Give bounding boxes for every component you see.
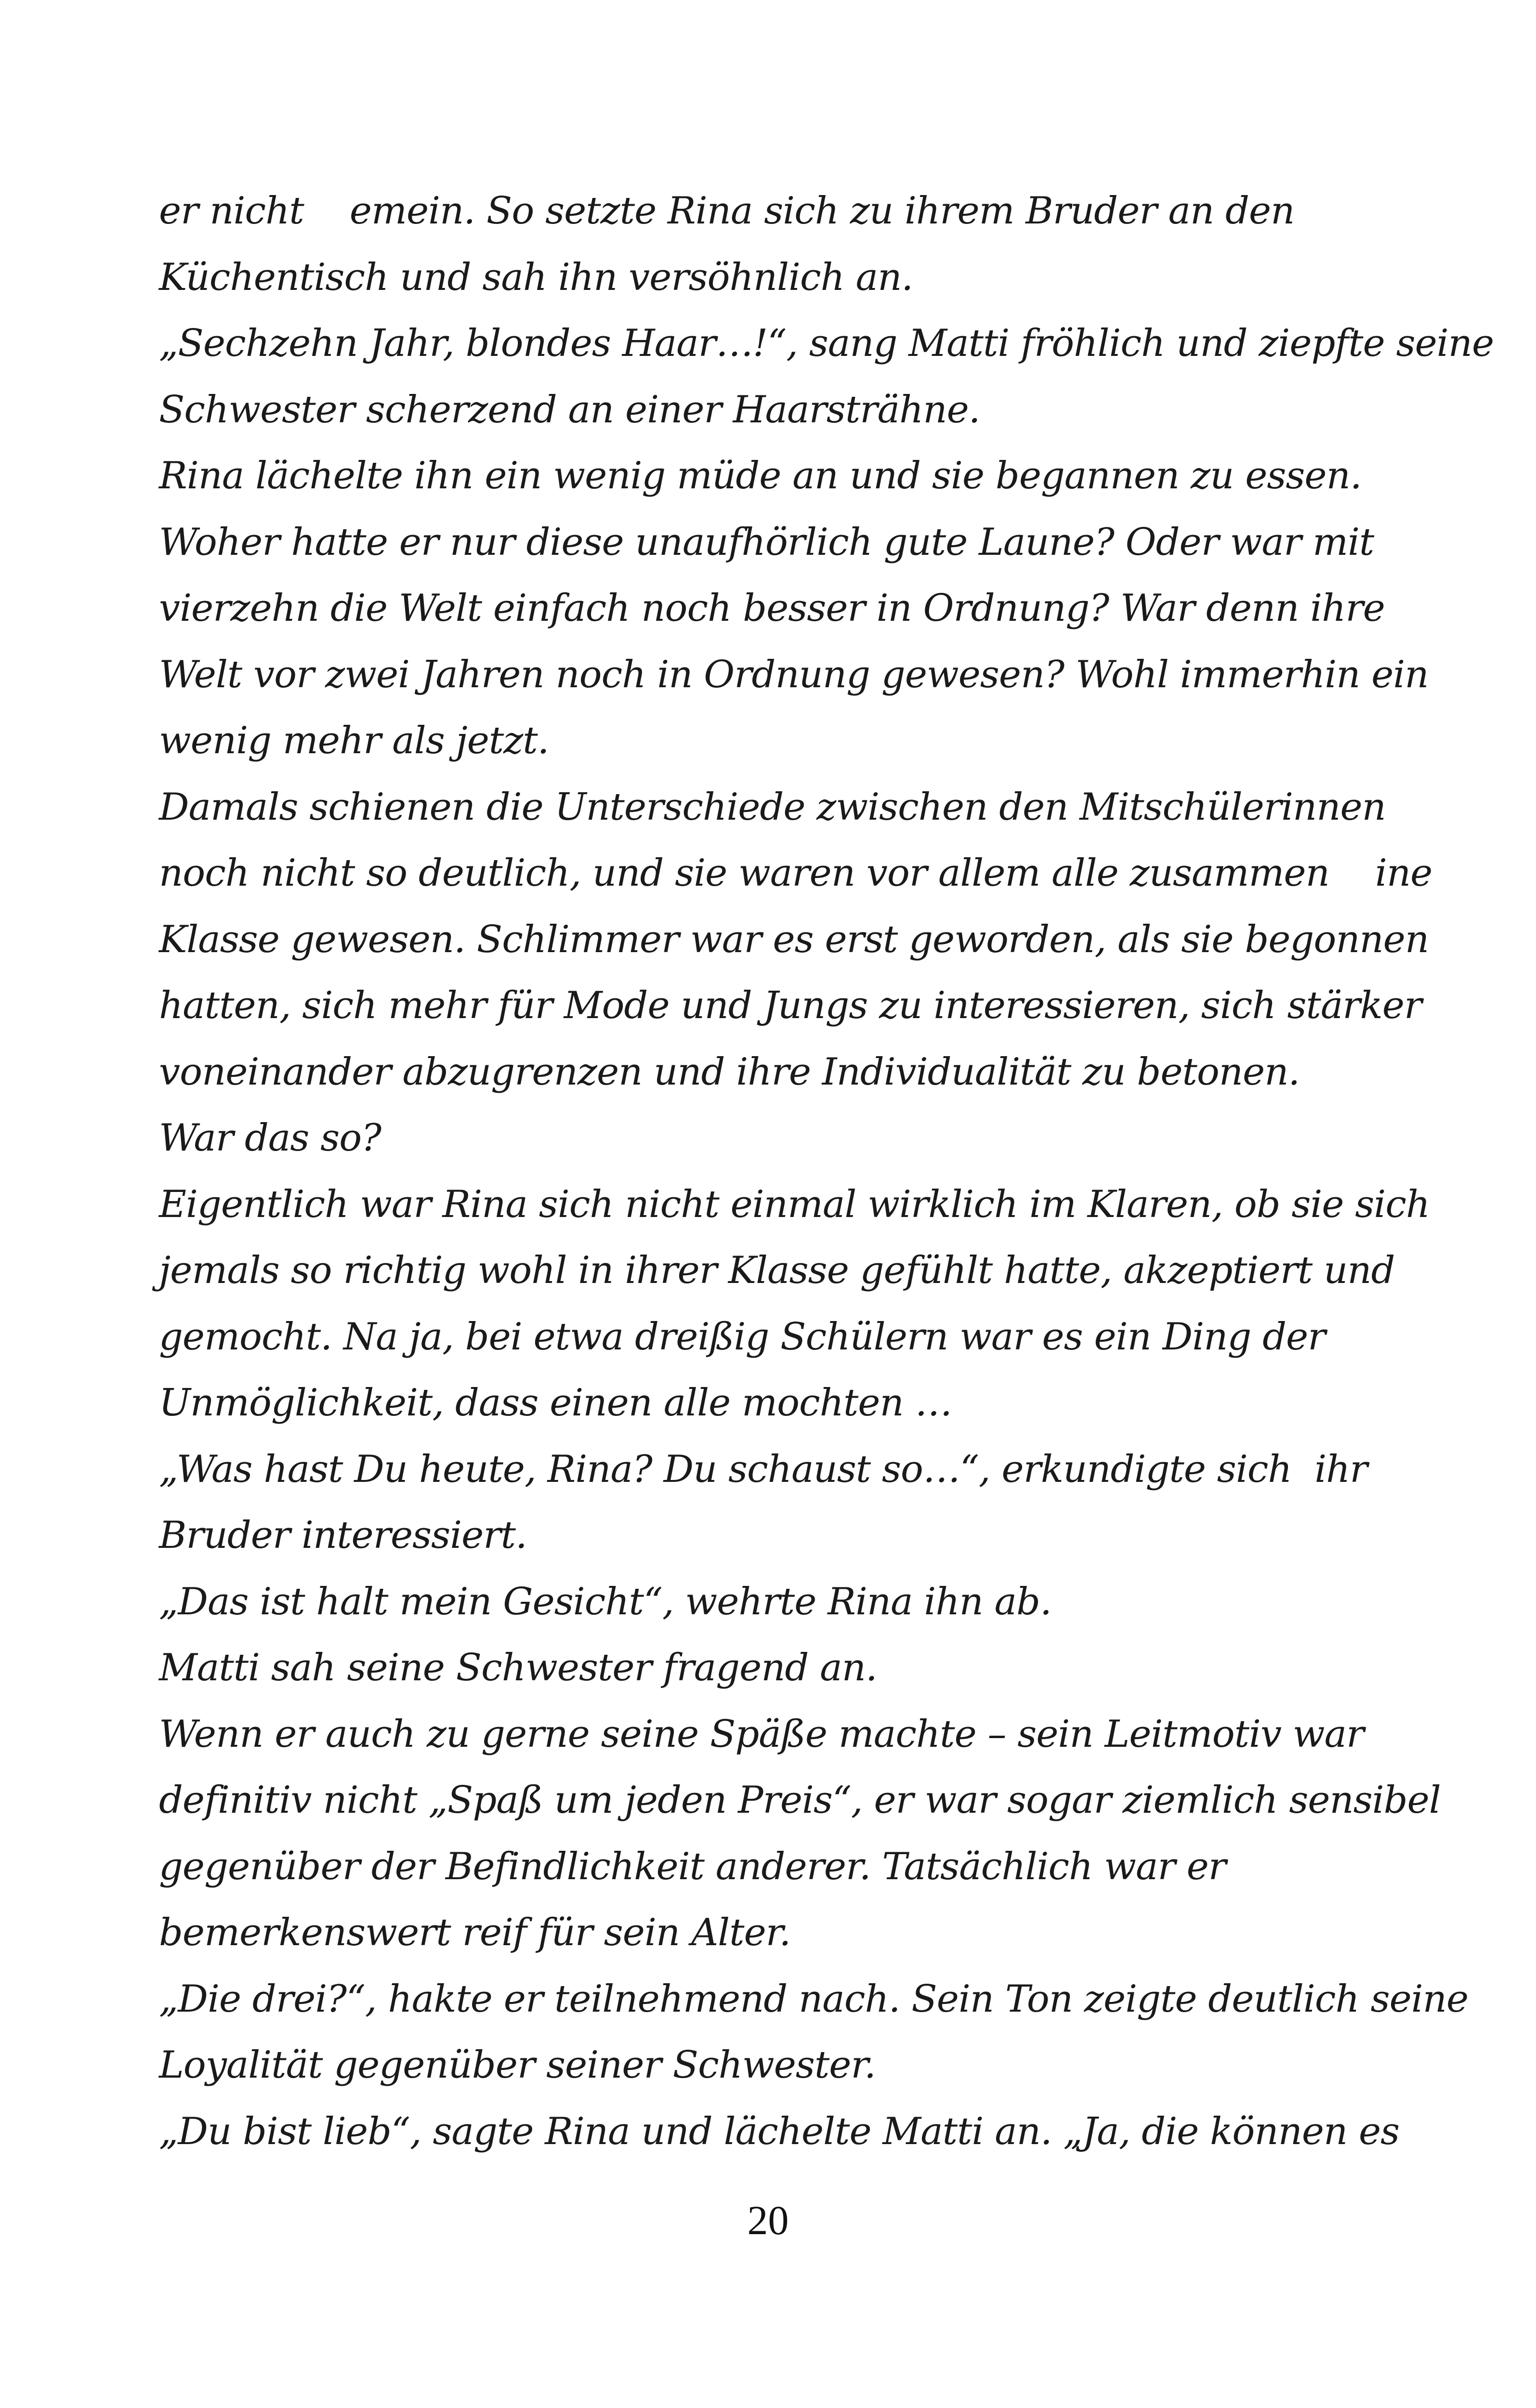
text-line: Wenn er auch zu gerne seine Späße machte – sein Leitmotiv war [159, 1712, 1364, 1756]
text-line: Matti sah seine Schwester fragend an. [159, 1646, 877, 1689]
text-line: „Sechzehn Jahr, blondes Haar…!“, sang Matti fröhlich und ziepfte seine [159, 322, 1494, 365]
text-line: Damals schienen die Unterschiede zwischen den Mitschülerinnen [159, 785, 1386, 829]
text-line: „Die drei?“, hakte er teilnehmend nach. Sein Ton zeigte deutlich seine [159, 1977, 1469, 2021]
text-line: definitiv nicht „Spaß um jeden Preis“, er war sogar ziemlich sensibel [159, 1779, 1441, 1822]
text-line: „Was hast Du heute, Rina? Du schaust so…“, erkundigte sich ihr [159, 1447, 1367, 1491]
text-line: Welt vor zwei Jahren noch in Ordnung gewesen? Wohl immerhin ein [159, 653, 1429, 696]
text-line: gegenüber der Befindlichkeit anderer. Tatsächlich war er [159, 1845, 1226, 1888]
text-line: Eigentlich war Rina sich nicht einmal wirklich im Klaren, ob sie sich [159, 1182, 1430, 1226]
text-line: Rina lächelte ihn ein wenig müde an und sie begannen zu essen. [159, 454, 1362, 497]
text-line: jemals so richtig wohl in ihrer Klasse gefühlt hatte, akzeptiert und [159, 1249, 1395, 1292]
text-line: Woher hatte er nur diese unaufhörlich gute Laune? Oder war mit [159, 520, 1374, 564]
text-line: hatten, sich mehr für Mode und Jungs zu interessieren, sich stärker [159, 984, 1422, 1027]
text-line: War das so? [159, 1116, 381, 1160]
text-line: gemocht. Na ja, bei etwa dreißig Schülern war es ein Ding der [159, 1315, 1326, 1359]
text-line: Bruder interessiert. [159, 1514, 527, 1557]
text-line: Unmöglichkeit, dass einen alle mochten … [159, 1381, 952, 1425]
text-line: Klasse gewesen. Schlimmer war es erst geworden, als sie begonnen [159, 917, 1429, 961]
text-line: Schwester scherzend an einer Haarsträhne. [159, 388, 980, 432]
body-text [159, 178, 1494, 2165]
text-line: er nicht emein. So setzte Rina sich zu ihrem Bruder an den [159, 189, 1295, 233]
text-line: Küchentisch und sah ihn versöhnlich an. [159, 255, 913, 299]
text-line: „Das ist halt mein Gesicht“, wehrte Rina ihn ab. [159, 1580, 1051, 1623]
text-line: bemerkenswert reif für sein Alter. [159, 1911, 791, 1954]
text-line: „Du bist lieb“, sagte Rina und lächelte Matti an. „Ja, die können es [159, 2109, 1400, 2153]
text-line: wenig mehr als jetzt. [159, 719, 549, 762]
text-line: Loyalität gegenüber seiner Schwester. [159, 2043, 876, 2087]
text-line: noch nicht so deutlich, und sie waren vor allem alle zusammen ine [159, 851, 1432, 895]
page-number: 20 [747, 2197, 789, 2243]
text-line: vierzehn die Welt einfach noch besser in Ordnung? War denn ihre [159, 587, 1385, 630]
text-line: voneinander abzugrenzen und ihre Individualität zu betonen. [159, 1050, 1300, 1094]
